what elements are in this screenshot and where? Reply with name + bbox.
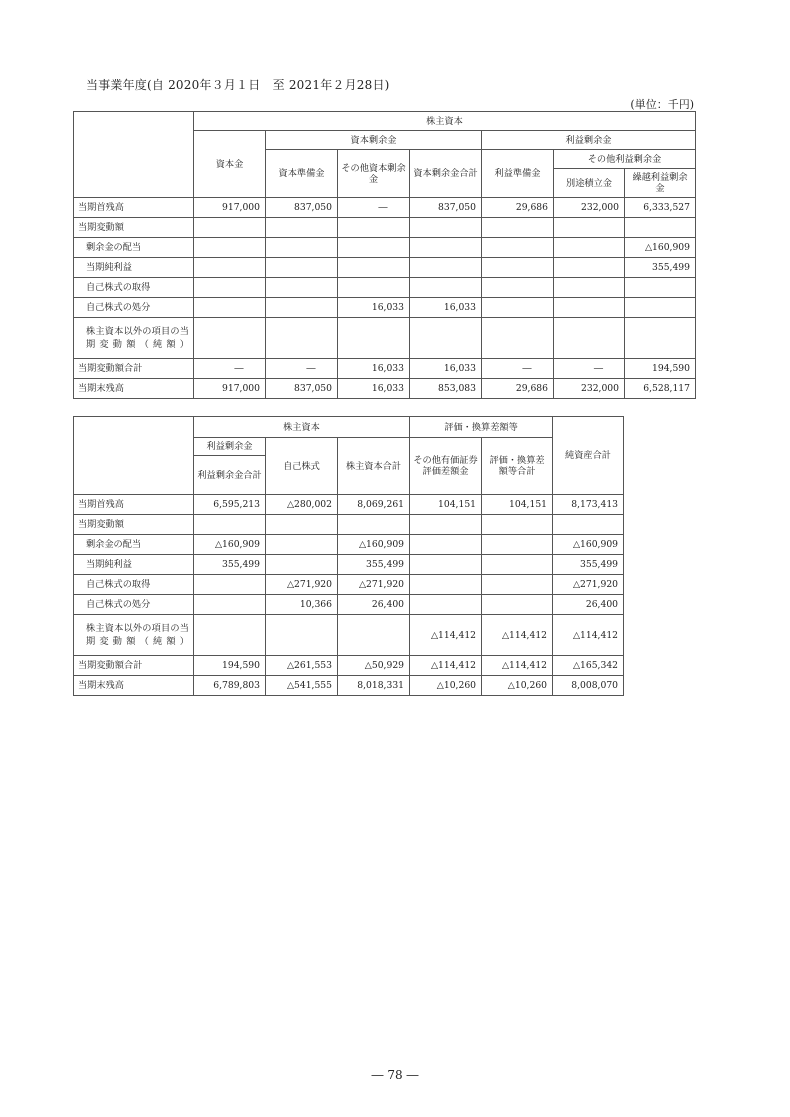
value-cell	[625, 318, 696, 359]
value-cell: 355,499	[338, 555, 410, 575]
header-total-valuation: 評価・換算差額等合計	[482, 438, 553, 495]
value-cell	[266, 515, 338, 535]
row-label: 当期変動額	[74, 218, 194, 238]
value-cell	[338, 218, 410, 238]
value-cell: △271,920	[338, 575, 410, 595]
value-cell: 10,366	[266, 595, 338, 615]
value-cell: 26,400	[553, 595, 624, 615]
value-cell: 8,008,070	[553, 676, 624, 696]
header-blank-cell	[74, 112, 194, 198]
value-cell	[338, 258, 410, 278]
row-label: 自己株式の処分	[74, 595, 194, 615]
table-row	[74, 379, 696, 399]
value-cell	[482, 595, 553, 615]
header-legal-retained: 利益準備金	[482, 150, 554, 198]
row-label: 当期純利益	[74, 258, 194, 278]
value-cell: 194,590	[625, 359, 696, 379]
value-cell	[266, 238, 338, 258]
value-cell	[410, 535, 482, 555]
value-cell: △160,909	[338, 535, 410, 555]
table-row	[74, 318, 696, 359]
table-row	[74, 515, 624, 535]
value-cell	[482, 535, 553, 555]
value-cell	[266, 258, 338, 278]
value-cell: 6,595,213	[194, 495, 266, 515]
value-cell	[554, 218, 625, 238]
row-label: 当期末残高	[74, 676, 194, 696]
value-cell: 917,000	[194, 379, 266, 399]
value-cell: 917,000	[194, 198, 266, 218]
value-cell: 837,050	[266, 379, 338, 399]
value-cell	[338, 615, 410, 656]
value-cell	[482, 278, 554, 298]
value-cell: 232,000	[554, 198, 625, 218]
value-cell: △114,412	[410, 615, 482, 656]
value-cell: 355,499	[194, 555, 266, 575]
table-row	[74, 656, 624, 676]
table-row	[74, 258, 696, 278]
row-label: 自己株式の取得	[74, 278, 194, 298]
value-cell: 8,173,413	[553, 495, 624, 515]
row-label: 剰余金の配当	[74, 535, 194, 555]
table-row	[74, 615, 624, 656]
value-cell: △541,555	[266, 676, 338, 696]
header-other-retained: その他利益剰余金	[554, 150, 696, 169]
value-cell	[194, 595, 266, 615]
value-cell: △160,909	[194, 535, 266, 555]
value-cell: 837,050	[410, 198, 482, 218]
header-blank-cell	[74, 417, 194, 495]
header-retained-earnings: 利益剰余金	[482, 131, 696, 150]
value-cell	[194, 318, 266, 359]
header-retained-earnings: 利益剰余金	[194, 438, 266, 456]
value-cell: △114,412	[482, 615, 553, 656]
row-label: 剰余金の配当	[74, 238, 194, 258]
value-cell: 104,151	[482, 495, 553, 515]
value-cell: 355,499	[553, 555, 624, 575]
header-legal-capital-surplus: 資本準備金	[266, 150, 338, 198]
table-row	[74, 278, 696, 298]
value-cell	[194, 515, 266, 535]
value-cell	[625, 298, 696, 318]
value-cell: 8,069,261	[338, 495, 410, 515]
value-cell: ―	[482, 359, 554, 379]
table-row	[74, 359, 696, 379]
header-general-reserve: 別途積立金	[554, 169, 625, 198]
value-cell	[554, 318, 625, 359]
header-valuation: 評価・換算差額等	[410, 417, 553, 438]
row-label: 当期変動額合計	[74, 656, 194, 676]
header-other-capital-surplus: その他資本剰余金	[338, 150, 410, 198]
row-label: 株主資本以外の項目の当期変動額（純額）	[74, 615, 194, 656]
period-title: 当事業年度(自 2020年３月１日 至 2021年２月28日)	[86, 78, 390, 92]
value-cell: △114,412	[410, 656, 482, 676]
value-cell: ―	[338, 198, 410, 218]
value-cell	[482, 238, 554, 258]
value-cell	[410, 515, 482, 535]
value-cell	[410, 575, 482, 595]
value-cell	[410, 278, 482, 298]
value-cell	[266, 298, 338, 318]
table-row	[74, 298, 696, 318]
header-capital-surplus: 資本剰余金	[266, 131, 482, 150]
value-cell	[266, 615, 338, 656]
header-retained-brought-forward: 繰越利益剰余金	[625, 169, 696, 198]
value-cell: 16,033	[410, 298, 482, 318]
header-total-capital-surplus: 資本剰余金合計	[410, 150, 482, 198]
value-cell	[554, 258, 625, 278]
table-row	[74, 595, 624, 615]
value-cell	[194, 615, 266, 656]
value-cell	[482, 218, 554, 238]
row-label: 当期首残高	[74, 198, 194, 218]
value-cell	[266, 218, 338, 238]
value-cell: ―	[266, 359, 338, 379]
header-capital-stock: 資本金	[194, 131, 266, 198]
row-label: 当期首残高	[74, 495, 194, 515]
page-number: ― 78 ―	[371, 1068, 419, 1082]
equity-statement-table-1	[73, 111, 696, 399]
value-cell	[338, 238, 410, 258]
value-cell: △114,412	[553, 615, 624, 656]
value-cell: 16,033	[410, 359, 482, 379]
table-row	[74, 676, 624, 696]
value-cell	[194, 278, 266, 298]
header-securities-valuation: その他有価証券評価差額金	[410, 438, 482, 495]
value-cell: 232,000	[554, 379, 625, 399]
row-label: 当期変動額	[74, 515, 194, 535]
value-cell: 6,528,117	[625, 379, 696, 399]
value-cell	[266, 535, 338, 555]
header-shareholders-equity: 株主資本	[194, 417, 410, 438]
value-cell: △271,920	[553, 575, 624, 595]
value-cell: 8,018,331	[338, 676, 410, 696]
value-cell: 853,083	[410, 379, 482, 399]
value-cell: 29,686	[482, 379, 554, 399]
value-cell: 104,151	[410, 495, 482, 515]
value-cell	[482, 318, 554, 359]
value-cell	[554, 278, 625, 298]
value-cell: 16,033	[338, 359, 410, 379]
value-cell: 355,499	[625, 258, 696, 278]
header-total-net-assets: 純資産合計	[553, 417, 624, 495]
header-shareholders-equity: 株主資本	[194, 112, 696, 131]
header-treasury-stock: 自己株式	[266, 438, 338, 495]
value-cell	[410, 318, 482, 359]
value-cell: △10,260	[482, 676, 553, 696]
value-cell	[625, 218, 696, 238]
value-cell: △114,412	[482, 656, 553, 676]
value-cell: ―	[554, 359, 625, 379]
value-cell	[482, 515, 553, 535]
value-cell	[194, 298, 266, 318]
value-cell: 26,400	[338, 595, 410, 615]
row-label: 当期末残高	[74, 379, 194, 399]
table-row	[74, 198, 696, 218]
value-cell	[194, 575, 266, 595]
value-cell	[410, 238, 482, 258]
value-cell: △50,929	[338, 656, 410, 676]
row-label: 株主資本以外の項目の当期変動額（純額）	[74, 318, 194, 359]
value-cell: 16,033	[338, 379, 410, 399]
value-cell: 6,333,527	[625, 198, 696, 218]
value-cell: △271,920	[266, 575, 338, 595]
value-cell: △10,260	[410, 676, 482, 696]
value-cell: ―	[194, 359, 266, 379]
value-cell	[338, 515, 410, 535]
value-cell: △160,909	[553, 535, 624, 555]
row-label: 自己株式の処分	[74, 298, 194, 318]
value-cell: 6,789,803	[194, 676, 266, 696]
value-cell	[338, 278, 410, 298]
table-row	[74, 238, 696, 258]
value-cell	[482, 555, 553, 575]
value-cell	[482, 298, 554, 318]
equity-statement-table-2	[73, 416, 624, 696]
value-cell	[625, 278, 696, 298]
table-row	[74, 555, 624, 575]
row-label: 自己株式の取得	[74, 575, 194, 595]
value-cell	[410, 595, 482, 615]
value-cell	[338, 318, 410, 359]
value-cell	[194, 238, 266, 258]
value-cell	[266, 318, 338, 359]
header-total-retained: 利益剰余金合計	[194, 456, 266, 495]
value-cell: △261,553	[266, 656, 338, 676]
value-cell	[482, 575, 553, 595]
value-cell: 837,050	[266, 198, 338, 218]
value-cell: 194,590	[194, 656, 266, 676]
unit-label: (単位：千円)	[630, 98, 694, 111]
table-row	[74, 575, 624, 595]
value-cell	[410, 218, 482, 238]
value-cell	[194, 218, 266, 238]
value-cell: △165,342	[553, 656, 624, 676]
value-cell: 29,686	[482, 198, 554, 218]
value-cell	[266, 555, 338, 575]
value-cell	[410, 555, 482, 575]
value-cell	[194, 258, 266, 278]
value-cell: △160,909	[625, 238, 696, 258]
value-cell	[554, 238, 625, 258]
value-cell: △280,002	[266, 495, 338, 515]
value-cell	[482, 258, 554, 278]
row-label: 当期変動額合計	[74, 359, 194, 379]
value-cell	[410, 258, 482, 278]
table-row	[74, 495, 624, 515]
value-cell	[266, 278, 338, 298]
row-label: 当期純利益	[74, 555, 194, 575]
value-cell	[554, 298, 625, 318]
header-total-shareholders-equity: 株主資本合計	[338, 438, 410, 495]
table-row	[74, 535, 624, 555]
value-cell	[553, 515, 624, 535]
table-row	[74, 218, 696, 238]
value-cell: 16,033	[338, 298, 410, 318]
